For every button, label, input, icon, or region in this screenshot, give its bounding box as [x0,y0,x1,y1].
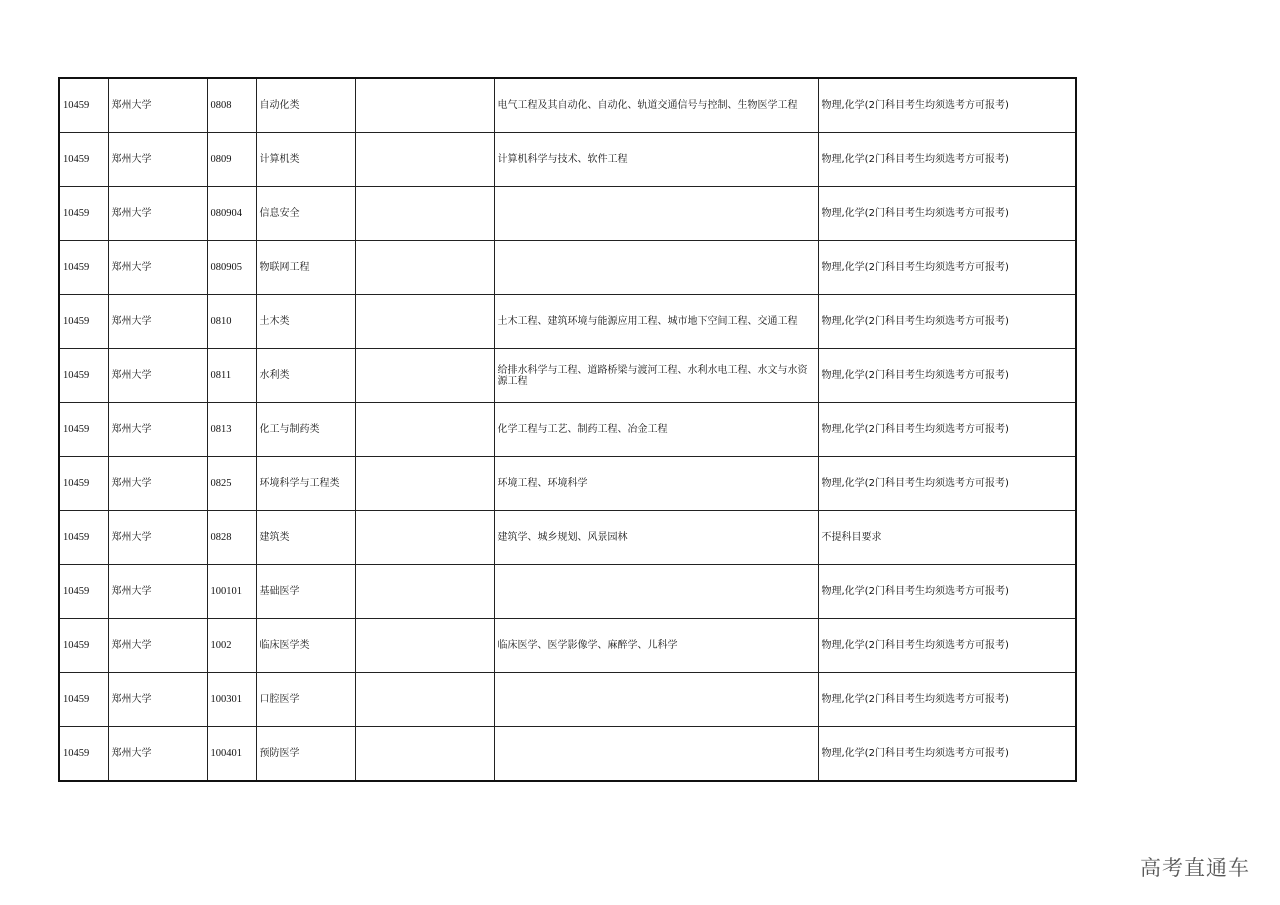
institution-code-cell: 10459 [59,403,108,457]
major-name-cell: 土木类 [256,295,355,349]
major-code-cell: 100301 [207,673,256,727]
institution-name-cell: 郑州大学 [108,619,207,673]
major-code-cell: 100401 [207,727,256,782]
institution-code-cell: 10459 [59,349,108,403]
included-majors-cell [494,187,818,241]
included-majors-cell: 电气工程及其自动化、自动化、轨道交通信号与控制、生物医学工程 [494,78,818,133]
institution-code-cell: 10459 [59,187,108,241]
institution-name-cell: 郑州大学 [108,565,207,619]
included-majors-cell: 计算机科学与技术、软件工程 [494,133,818,187]
note-cell [355,565,494,619]
major-code-cell: 0808 [207,78,256,133]
major-name-cell: 物联网工程 [256,241,355,295]
table-row [59,349,1076,403]
major-name-cell: 化工与制药类 [256,403,355,457]
major-code-cell: 0809 [207,133,256,187]
table-row [59,241,1076,295]
table-row [59,295,1076,349]
institution-name-cell: 郑州大学 [108,78,207,133]
note-cell [355,511,494,565]
note-cell [355,727,494,782]
major-name-cell: 口腔医学 [256,673,355,727]
subject-requirement-cell: 物理,化学(2门科目考生均须选考方可报考) [818,673,1076,727]
included-majors-cell [494,565,818,619]
subject-requirement-cell: 物理,化学(2门科目考生均须选考方可报考) [818,727,1076,782]
institution-code-cell: 10459 [59,619,108,673]
major-code-cell: 0810 [207,295,256,349]
major-name-cell: 基础医学 [256,565,355,619]
major-name-cell: 临床医学类 [256,619,355,673]
major-code-cell: 100101 [207,565,256,619]
major-code-cell: 0813 [207,403,256,457]
institution-name-cell: 郑州大学 [108,673,207,727]
major-code-cell: 080904 [207,187,256,241]
subject-requirement-cell: 物理,化学(2门科目考生均须选考方可报考) [818,133,1076,187]
subject-requirements-table [58,77,1077,782]
institution-name-cell: 郑州大学 [108,349,207,403]
note-cell [355,187,494,241]
subject-requirement-cell: 物理,化学(2门科目考生均须选考方可报考) [818,78,1076,133]
institution-name-cell: 郑州大学 [108,295,207,349]
institution-code-cell: 10459 [59,295,108,349]
institution-name-cell: 郑州大学 [108,727,207,782]
subject-requirement-cell: 物理,化学(2门科目考生均须选考方可报考) [818,241,1076,295]
note-cell [355,295,494,349]
included-majors-cell: 建筑学、城乡规划、风景园林 [494,511,818,565]
table-row [59,511,1076,565]
major-name-cell: 自动化类 [256,78,355,133]
major-name-cell: 计算机类 [256,133,355,187]
major-code-cell: 1002 [207,619,256,673]
institution-code-cell: 10459 [59,511,108,565]
institution-name-cell: 郑州大学 [108,241,207,295]
table-row [59,457,1076,511]
major-name-cell: 预防医学 [256,727,355,782]
included-majors-cell: 化学工程与工艺、制药工程、冶金工程 [494,403,818,457]
table-body [59,78,1076,781]
major-name-cell: 建筑类 [256,511,355,565]
table-row [59,727,1076,782]
major-name-cell: 环境科学与工程类 [256,457,355,511]
included-majors-cell: 给排水科学与工程、道路桥梁与渡河工程、水利水电工程、水文与水资源工程 [494,349,818,403]
table-row [59,78,1076,133]
institution-code-cell: 10459 [59,241,108,295]
institution-name-cell: 郑州大学 [108,403,207,457]
major-code-cell: 0811 [207,349,256,403]
subject-requirement-cell: 物理,化学(2门科目考生均须选考方可报考) [818,295,1076,349]
note-cell [355,241,494,295]
institution-code-cell: 10459 [59,565,108,619]
major-name-cell: 信息安全 [256,187,355,241]
watermark: 高考直通车 [1140,856,1250,880]
table-row [59,565,1076,619]
note-cell [355,78,494,133]
institution-name-cell: 郑州大学 [108,457,207,511]
note-cell [355,457,494,511]
included-majors-cell [494,727,818,782]
institution-name-cell: 郑州大学 [108,187,207,241]
major-code-cell: 0828 [207,511,256,565]
included-majors-cell [494,673,818,727]
subject-requirement-cell: 物理,化学(2门科目考生均须选考方可报考) [818,565,1076,619]
institution-code-cell: 10459 [59,457,108,511]
included-majors-cell: 环境工程、环境科学 [494,457,818,511]
table-row [59,133,1076,187]
table-row [59,403,1076,457]
note-cell [355,619,494,673]
note-cell [355,673,494,727]
institution-code-cell: 10459 [59,78,108,133]
major-code-cell: 0825 [207,457,256,511]
note-cell [355,403,494,457]
included-majors-cell: 临床医学、医学影像学、麻醉学、儿科学 [494,619,818,673]
table-row [59,187,1076,241]
institution-code-cell: 10459 [59,133,108,187]
subject-requirement-cell: 物理,化学(2门科目考生均须选考方可报考) [818,619,1076,673]
subject-requirement-cell: 物理,化学(2门科目考生均须选考方可报考) [818,403,1076,457]
subject-requirement-cell: 物理,化学(2门科目考生均须选考方可报考) [818,457,1076,511]
subject-requirement-cell: 不提科目要求 [818,511,1076,565]
subject-requirement-cell: 物理,化学(2门科目考生均须选考方可报考) [818,187,1076,241]
subject-requirement-cell: 物理,化学(2门科目考生均须选考方可报考) [818,349,1076,403]
table-row [59,673,1076,727]
institution-code-cell: 10459 [59,673,108,727]
major-code-cell: 080905 [207,241,256,295]
note-cell [355,133,494,187]
included-majors-cell [494,241,818,295]
note-cell [355,349,494,403]
institution-name-cell: 郑州大学 [108,133,207,187]
included-majors-cell: 土木工程、建筑环境与能源应用工程、城市地下空间工程、交通工程 [494,295,818,349]
table-row [59,619,1076,673]
institution-code-cell: 10459 [59,727,108,782]
major-name-cell: 水利类 [256,349,355,403]
institution-name-cell: 郑州大学 [108,511,207,565]
